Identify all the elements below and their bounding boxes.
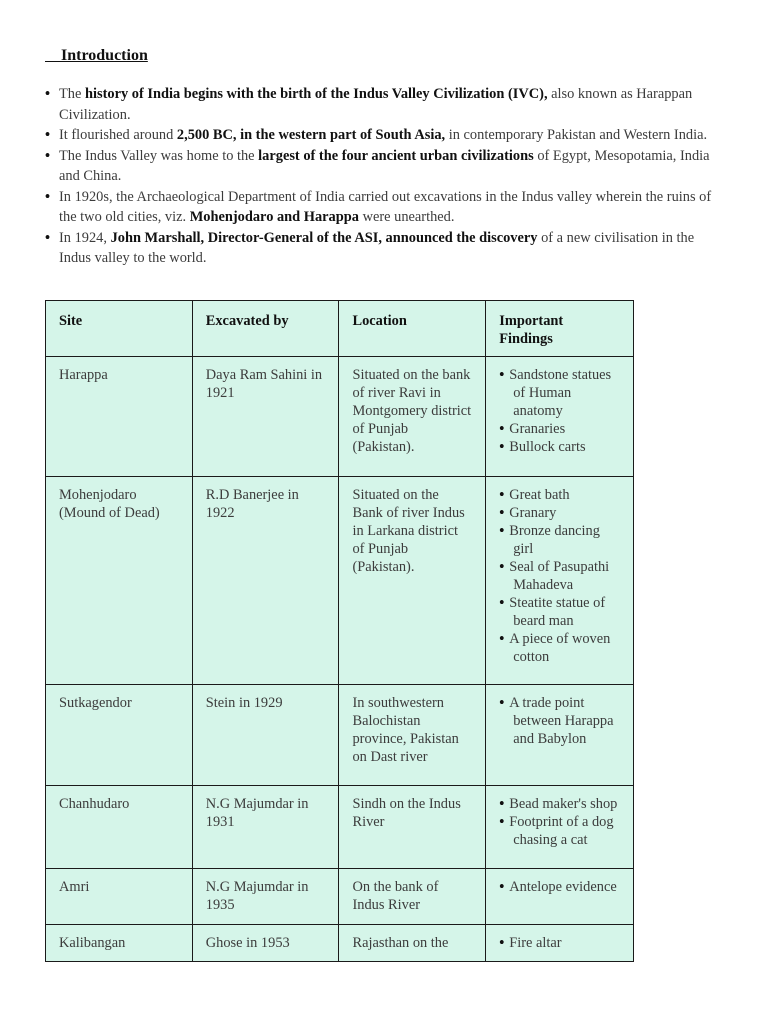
findings-list <box>489 366 620 456</box>
finding-item: • Bullock carts <box>489 438 620 456</box>
excavated-by-cell: Stein in 1929 <box>192 685 339 786</box>
findings-list <box>489 878 620 896</box>
page-heading: Introduction <box>61 47 148 64</box>
finding-item: • Fire altar <box>489 934 620 952</box>
site-cell: Sutkagendor <box>46 685 193 786</box>
location-cell: In southwestern Balochistan province, Pakistan on Dast river <box>339 685 486 786</box>
finding-item: • Great bath <box>489 486 620 504</box>
location-cell: Rajasthan on the <box>339 925 486 962</box>
location-cell: Situated on the bank of river Ravi in Montgomery district of Punjab (Pakistan). <box>339 357 486 477</box>
bullet-bold-text: John Marshall, Director-General of the ASI, announced the discovery <box>110 229 538 246</box>
findings-list <box>489 934 620 952</box>
bullet-text: In 1924, <box>59 229 111 246</box>
site-cell: Chanhudaro <box>46 786 193 869</box>
table-header-row <box>46 301 634 357</box>
findings-cell <box>486 869 634 925</box>
intro-bullet <box>33 187 723 228</box>
site-cell: Harappa <box>46 357 193 477</box>
table-row <box>46 477 634 685</box>
findings-list <box>489 486 620 666</box>
table-row <box>46 357 634 477</box>
excavated-by-cell: R.D Banerjee in 1922 <box>192 477 339 685</box>
finding-item: • A trade point between Harappa and Babylon <box>489 694 620 748</box>
table-row <box>46 869 634 925</box>
bullet-bold-text: Mohenjodaro and Harappa <box>189 209 359 225</box>
bullet-bold-text: 2,500 BC, in the western part of South Asia, <box>176 127 446 143</box>
finding-item: • Sandstone statues of Human anatomy <box>489 366 620 420</box>
bullet-text: In 1920s, the Archaeological Department of India carried out excavations in the Indus valley wherein the ruins of the two old cities, viz. <box>59 188 712 225</box>
bullet-text: were unearthed. <box>358 209 455 225</box>
table-row <box>46 685 634 786</box>
site-cell: Amri <box>46 869 193 925</box>
finding-item: • Steatite statue of beard man <box>489 594 620 630</box>
finding-item: • Granaries <box>489 420 620 438</box>
excavated-by-cell: N.G Majumdar in 1931 <box>192 786 339 869</box>
site-cell: Kalibangan <box>46 925 193 962</box>
location-cell: Sindh on the Indus River <box>339 786 486 869</box>
intro-bullet <box>33 146 723 187</box>
bullet-text: It flourished around <box>59 127 177 143</box>
bullet-text: of Egypt, Mesopotamia, India and China. <box>59 147 710 184</box>
excavated-by-cell: N.G Majumdar in 1935 <box>192 869 339 925</box>
finding-item: • Antelope evidence <box>489 878 620 896</box>
bullet-bold-text: history of India begins with the birth of the Indus Valley Civilization (IVC), <box>84 86 548 102</box>
finding-item: • Seal of Pasupathi Mahadeva <box>489 558 620 594</box>
table-row <box>46 786 634 869</box>
header-important-findings: Important Findings <box>486 301 634 357</box>
bullet-text: The <box>59 86 85 102</box>
findings-cell <box>486 357 634 477</box>
intro-bullet-list <box>33 84 723 269</box>
finding-item: • Bead maker's shop <box>489 795 620 813</box>
bullet-bold-text: largest of the four ancient urban civilizations <box>258 147 534 164</box>
intro-bullet <box>33 84 723 125</box>
findings-cell <box>486 477 634 685</box>
bullet-text: also known as Harappan Civilization. <box>59 86 693 123</box>
finding-item: • Footprint of a dog chasing a cat <box>489 813 620 849</box>
intro-bullet <box>33 125 723 146</box>
bullet-text: of a new civilisation in the Indus valley to the world. <box>59 229 695 266</box>
excavated-by-cell: Ghose in 1953 <box>192 925 339 962</box>
header-location: Location <box>339 301 486 357</box>
table-row <box>46 925 634 962</box>
findings-list <box>489 795 620 849</box>
findings-list <box>489 694 620 748</box>
intro-bullet <box>33 228 723 269</box>
bullet-text: The Indus Valley was home to the <box>59 147 259 164</box>
header-excavated-by: Excavated by <box>192 301 339 357</box>
excavated-by-cell: Daya Ram Sahini in 1921 <box>192 357 339 477</box>
location-cell: Situated on the Bank of river Indus in Larkana district of Punjab (Pakistan). <box>339 477 486 685</box>
finding-item: • Granary <box>489 504 620 522</box>
sites-table <box>45 300 634 962</box>
site-cell: Mohenjodaro (Mound of Dead) <box>46 477 193 685</box>
findings-cell <box>486 786 634 869</box>
finding-item: • Bronze dancing girl <box>489 522 620 558</box>
finding-item: • A piece of woven cotton <box>489 630 620 666</box>
bullet-text: in contemporary Pakistan and Western India. <box>445 127 708 143</box>
findings-cell <box>486 925 634 962</box>
header-site: Site <box>46 301 193 357</box>
location-cell: On the bank of Indus River <box>339 869 486 925</box>
findings-cell <box>486 685 634 786</box>
